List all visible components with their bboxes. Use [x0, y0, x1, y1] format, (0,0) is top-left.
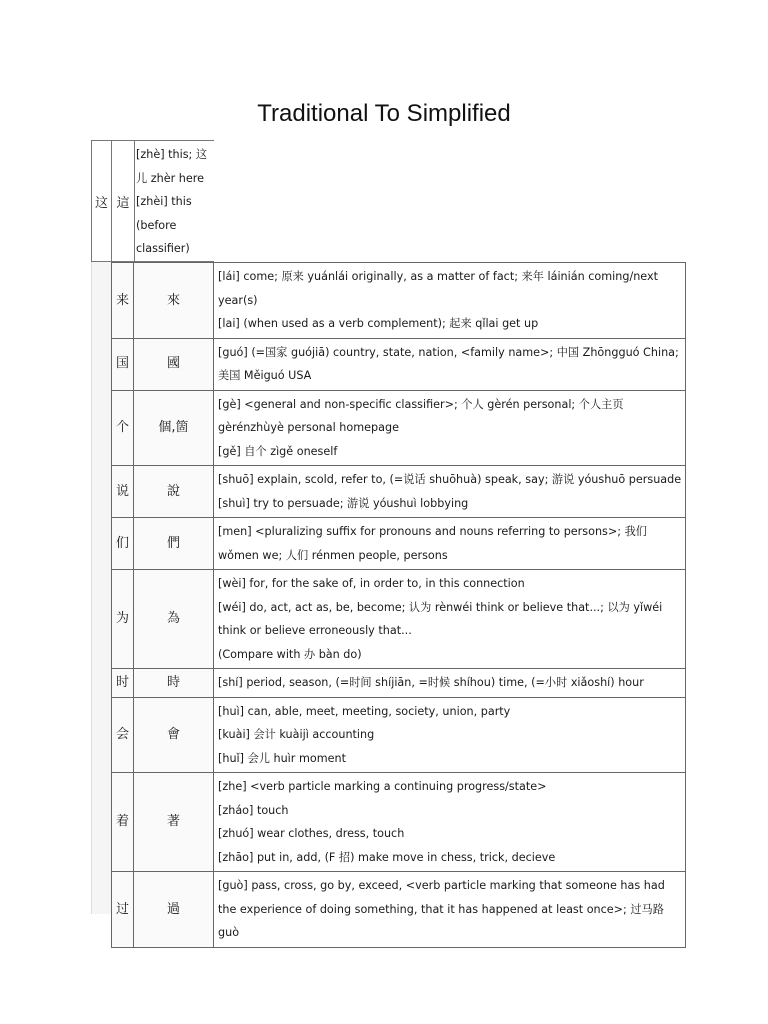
- definition: [214, 390, 686, 466]
- first-entry-definition: [zhè] this; 这 儿 zhèr here [zhèi] this (before classifier): [136, 148, 208, 256]
- definition-line: [huǐ] 会儿 huìr moment: [218, 751, 346, 765]
- traditional-char: 個,箇: [134, 390, 214, 466]
- definition-line: [zháo] touch: [218, 803, 289, 817]
- character-table-body: [112, 263, 686, 948]
- first-entry: [91, 140, 214, 262]
- table-row: [112, 697, 686, 773]
- definition-line: [wéi] do, act, act as, be, become; 认为 rènwéi think or believe that...; 以为 yǐwéi think or believe erroneously that...: [218, 600, 663, 637]
- simplified-char: 个: [112, 390, 134, 466]
- simplified-char: 着: [112, 773, 134, 872]
- first-entry-simplified: 这: [92, 141, 112, 261]
- table-gutter: [91, 262, 112, 914]
- traditional-char: 們: [134, 518, 214, 570]
- definition: [214, 338, 686, 390]
- definition-line: [zhāo] put in, add, (F 招) make move in chess, trick, decieve: [218, 850, 556, 864]
- definition-line: [lái] come; 原来 yuánlái originally, as a matter of fact; 来年 láinián coming/next year(s): [218, 270, 658, 307]
- definition-line: [shuō] explain, scold, refer to, (=说话 shuōhuà) speak, say; 游说 yóushuō persuade: [218, 473, 682, 486]
- traditional-char: 為: [134, 570, 214, 669]
- traditional-char: 時: [134, 669, 214, 698]
- traditional-char: 會: [134, 697, 214, 773]
- definition-line: [gè] <general and non-specific classifier>; 个人 gèrén personal; 个人主页 gèrénzhùyè personal homepage: [218, 397, 624, 434]
- definition-line: [gě] 自个 zìgě oneself: [218, 444, 338, 458]
- definition-line: (Compare with 办 bàn do): [218, 647, 362, 661]
- definition-line: [huì] can, able, meet, meeting, society, union, party: [218, 704, 511, 718]
- definition-line: [zhe] <verb particle marking a continuing progress/state>: [218, 780, 547, 793]
- traditional-char: 來: [134, 263, 214, 339]
- definition-line: [kuài] 会计 kuàijì accounting: [218, 728, 375, 741]
- traditional-char: 國: [134, 338, 214, 390]
- traditional-char: 說: [134, 466, 214, 518]
- definition-line: [wèi] for, for the sake of, in order to, in this connection: [218, 577, 525, 590]
- definition: [214, 697, 686, 773]
- simplified-char: 为: [112, 570, 134, 669]
- table-row: [112, 669, 686, 698]
- simplified-char: 说: [112, 466, 134, 518]
- table-row: [112, 570, 686, 669]
- simplified-char: 国: [112, 338, 134, 390]
- table-row: [112, 390, 686, 466]
- definition: [214, 466, 686, 518]
- page-title: Traditional To Simplified: [257, 100, 511, 127]
- definition: [214, 570, 686, 669]
- simplified-char: 时: [112, 669, 134, 698]
- table-row: [112, 338, 686, 390]
- first-entry-traditional: 這: [112, 141, 135, 261]
- definition: [214, 773, 686, 872]
- definition-line: [guò] pass, cross, go by, exceed, <verb particle marking that someone has had the experience of doing something, that it has happened at least once>; 过马路 guò: [218, 879, 665, 939]
- definition-line: [shuì] try to persuade; 游说 yóushuì lobbying: [218, 496, 469, 510]
- definition-line: [zhuó] wear clothes, dress, touch: [218, 827, 405, 840]
- table-row: [112, 263, 686, 339]
- definition: [214, 872, 686, 948]
- table-row: [112, 518, 686, 570]
- table-row: [112, 466, 686, 518]
- definition: [214, 518, 686, 570]
- table-row: [112, 773, 686, 872]
- definition: [214, 669, 686, 698]
- table-row: [112, 872, 686, 948]
- simplified-char: 们: [112, 518, 134, 570]
- definition-line: [lai] (when used as a verb complement); 起来 qǐlai get up: [218, 317, 539, 330]
- definition: [214, 263, 686, 339]
- definition-line: [men] <pluralizing suffix for pronouns and nouns referring to persons>; 我们 wǒmen we; 人们 rénmen people, persons: [218, 525, 647, 562]
- simplified-char: 过: [112, 872, 134, 948]
- character-table: [111, 262, 686, 948]
- traditional-char: 著: [134, 773, 214, 872]
- definition-line: [shí] period, season, (=时间 shíjiān, =时候 shíhou) time, (=小时 xiǎoshí) hour: [218, 676, 644, 689]
- simplified-char: 来: [112, 263, 134, 339]
- simplified-char: 会: [112, 697, 134, 773]
- traditional-char: 過: [134, 872, 214, 948]
- definition-line: [guó] (=国家 guójiā) country, state, nation, <family name>; 中国 Zhōngguó China; 美国 Měiguó USA: [218, 345, 679, 382]
